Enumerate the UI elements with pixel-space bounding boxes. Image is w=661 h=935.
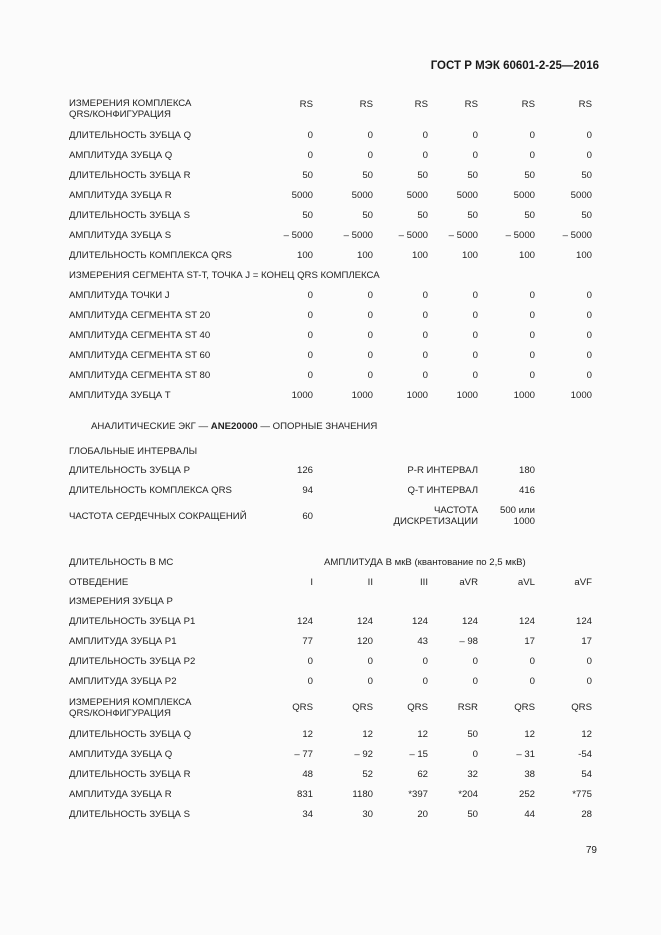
cell-value: 0 (307, 370, 313, 381)
cell-value: 124 (356, 616, 373, 627)
cell-value: III (420, 577, 428, 588)
table-row (0, 656, 661, 670)
table-row (0, 390, 661, 404)
cell-value: 100 (518, 250, 535, 261)
row-label: АМПЛИТУДА ЗУБЦА T (69, 390, 171, 401)
table-row (0, 636, 661, 650)
cell-value: 0 (472, 130, 478, 141)
interval-value: 1000 (513, 516, 535, 527)
cell-value: 50 (581, 210, 592, 221)
row-label: АМПЛИТУДА ЗУБЦА R (69, 190, 172, 201)
cell-value: 50 (467, 210, 478, 221)
cell-value: 1000 (351, 390, 373, 401)
cell-value: 0 (586, 130, 592, 141)
cell-value: 28 (581, 809, 592, 820)
row-label: ИЗМЕРЕНИЯ СЕГМЕНТА ST-T, ТОЧКА J = КОНЕЦ QRS КОМПЛЕКСА (69, 270, 380, 281)
cell-value: 100 (461, 250, 478, 261)
interval-label: Q-T ИНТЕРВАЛ (407, 485, 478, 496)
interval-value: 500 или (500, 505, 535, 516)
cell-value: 50 (467, 729, 478, 740)
row-label: ДЛИТЕЛЬНОСТЬ ЗУБЦА S (69, 809, 190, 820)
table-row (0, 370, 661, 384)
cell-value: – 5000 (343, 230, 373, 241)
cell-value: 50 (417, 210, 428, 221)
section-heading (91, 421, 377, 432)
cell-value: 50 (302, 170, 313, 181)
cell-value: 252 (518, 789, 535, 800)
row-label: ДЛИТЕЛЬНОСТЬ ЗУБЦА P2 (69, 656, 196, 667)
cell-value: II (367, 577, 373, 588)
cell-value: 50 (302, 210, 313, 221)
table-row (0, 350, 661, 364)
cell-value: 124 (575, 616, 592, 627)
cell-value: 0 (472, 676, 478, 687)
cell-value: 0 (307, 290, 313, 301)
cell-value: 94 (302, 485, 313, 496)
section-heading-code: ANE20000 (210, 421, 258, 432)
cell-value: 38 (524, 769, 535, 780)
cell-value: 0 (529, 370, 535, 381)
cell-value: 54 (581, 769, 592, 780)
table-row (0, 729, 661, 743)
row-label: ДЛИТЕЛЬНОСТЬ ЗУБЦА Q (69, 130, 192, 141)
cell-value: 77 (302, 636, 313, 647)
cell-value: 1180 (352, 789, 373, 800)
section-heading-suffix: — ОПОРНЫЕ ЗНАЧЕНИЯ (257, 421, 378, 432)
row-label: ДЛИТЕЛЬНОСТЬ ЗУБЦА P1 (69, 616, 196, 627)
cell-value: 0 (422, 370, 428, 381)
cell-value: 5000 (351, 190, 373, 201)
row-label: QRS/КОНФИГУРАЦИЯ (69, 109, 171, 120)
cell-value: 12 (524, 729, 535, 740)
cell-value: 5000 (513, 190, 535, 201)
table-row (0, 697, 661, 719)
cell-value: RS (414, 99, 428, 110)
cell-value: 0 (422, 290, 428, 301)
cell-value: – 77 (294, 749, 313, 760)
cell-value: 0 (529, 656, 535, 667)
cell-value: 20 (417, 809, 428, 820)
row-label: АМПЛИТУДА ТОЧКИ J (69, 290, 170, 301)
cell-value: 1000 (291, 390, 313, 401)
cell-value: 0 (422, 656, 428, 667)
amplitude-units-label: АМПЛИТУДА В мкВ (квантование по 2,5 мкВ) (324, 557, 526, 568)
table-row (0, 789, 661, 803)
cell-value: 124 (461, 616, 478, 627)
cell-value: 0 (307, 330, 313, 341)
cell-value: 0 (307, 130, 313, 141)
cell-value: 50 (362, 170, 373, 181)
table-row (0, 577, 661, 591)
cell-value: 1000 (456, 390, 478, 401)
cell-value: – 5000 (398, 230, 428, 241)
table-row (0, 150, 661, 164)
cell-value: 0 (367, 370, 373, 381)
cell-value: 0 (586, 656, 592, 667)
cell-value: QRS (514, 702, 535, 713)
row-label: ИЗМЕРЕНИЯ КОМПЛЕКСА (69, 98, 192, 109)
row-label: АМПЛИТУДА ЗУБЦА P2 (69, 676, 177, 687)
cell-value: 0 (422, 310, 428, 321)
row-label: ДЛИТЕЛЬНОСТЬ ЗУБЦА P (69, 465, 190, 476)
cell-value: 0 (367, 330, 373, 341)
cell-value: RSR (457, 702, 478, 713)
cell-value: 0 (367, 656, 373, 667)
cell-value: 50 (362, 210, 373, 221)
cell-value: 0 (422, 130, 428, 141)
cell-value: RS (359, 99, 373, 110)
table-row (0, 130, 661, 144)
cell-value: RS (464, 99, 478, 110)
cell-value: 50 (524, 170, 535, 181)
cell-value: 0 (472, 330, 478, 341)
cell-value: 5000 (456, 190, 478, 201)
cell-value: 0 (529, 310, 535, 321)
cell-value: 0 (422, 350, 428, 361)
cell-value: – 5000 (448, 230, 478, 241)
table-row (0, 330, 661, 344)
interval-value: 180 (518, 465, 535, 476)
table-row (0, 290, 661, 304)
cell-value: 60 (302, 511, 313, 522)
cell-value: 5000 (291, 190, 313, 201)
cell-value: 12 (362, 729, 373, 740)
cell-value: 48 (302, 769, 313, 780)
cell-value: 5000 (570, 190, 592, 201)
cell-value: I (310, 577, 313, 588)
row-label: АМПЛИТУДА СЕГМЕНТА ST 60 (69, 350, 211, 361)
table-row (0, 310, 661, 324)
table-row (0, 596, 661, 610)
cell-value: 126 (296, 465, 313, 476)
row-label: АМПЛИТУДА СЕГМЕНТА ST 80 (69, 370, 211, 381)
cell-value: 0 (307, 310, 313, 321)
table-row (0, 485, 661, 499)
cell-value: 0 (367, 350, 373, 361)
table-row (0, 98, 661, 120)
table-row (0, 505, 661, 527)
cell-value: QRS (352, 702, 373, 713)
cell-value: 0 (422, 330, 428, 341)
row-label: ДЛИТЕЛЬНОСТЬ ЗУБЦА R (69, 170, 191, 181)
table-row (0, 676, 661, 690)
document-id: ГОСТ Р МЭК 60601-2-25—2016 (430, 60, 599, 72)
row-label: АМПЛИТУДА ЗУБЦА Q (69, 150, 173, 161)
cell-value: – 92 (354, 749, 373, 760)
cell-value: 0 (529, 150, 535, 161)
cell-value: 0 (307, 150, 313, 161)
cell-value: 0 (307, 656, 313, 667)
table-row (0, 190, 661, 204)
cell-value: 0 (422, 676, 428, 687)
cell-value: 62 (417, 769, 428, 780)
cell-value: RS (299, 99, 313, 110)
cell-value: 0 (472, 150, 478, 161)
cell-value: 0 (367, 150, 373, 161)
interval-value: 416 (518, 485, 535, 496)
cell-value: 0 (472, 370, 478, 381)
cell-value: – 15 (409, 749, 428, 760)
cell-value: 0 (586, 330, 592, 341)
cell-value: 124 (296, 616, 313, 627)
cell-value: 0 (586, 676, 592, 687)
table-row (0, 616, 661, 630)
cell-value: 0 (307, 676, 313, 687)
cell-value: – 98 (459, 636, 478, 647)
row-label: QRS/КОНФИГУРАЦИЯ (69, 708, 171, 719)
row-label: ДЛИТЕЛЬНОСТЬ ЗУБЦА S (69, 210, 190, 221)
cell-value: 34 (302, 809, 313, 820)
row-label: АМПЛИТУДА СЕГМЕНТА ST 20 (69, 310, 211, 321)
cell-value: 124 (411, 616, 428, 627)
cell-value: 120 (356, 636, 373, 647)
cell-value: 0 (472, 310, 478, 321)
cell-value: QRS (292, 702, 313, 713)
table-row (0, 230, 661, 244)
cell-value: RS (578, 99, 592, 110)
cell-value: 12 (417, 729, 428, 740)
row-label: ДЛИТЕЛЬНОСТЬ КОМПЛЕКСА QRS (69, 485, 232, 496)
cell-value: 43 (417, 636, 428, 647)
row-label: АМПЛИТУДА СЕГМЕНТА ST 40 (69, 330, 211, 341)
cell-value: 5000 (406, 190, 428, 201)
table-row (0, 250, 661, 264)
cell-value: 0 (472, 350, 478, 361)
cell-value: 0 (586, 350, 592, 361)
cell-value: aVR (459, 577, 478, 588)
row-label: ЧАСТОТА СЕРДЕЧНЫХ СОКРАЩЕНИЙ (69, 511, 247, 522)
cell-value: 17 (581, 636, 592, 647)
cell-value: 17 (524, 636, 535, 647)
table-row (0, 749, 661, 763)
cell-value: 1000 (570, 390, 592, 401)
cell-value: 50 (467, 809, 478, 820)
row-label: АМПЛИТУДА ЗУБЦА S (69, 230, 172, 241)
cell-value: 1000 (513, 390, 535, 401)
table-row (0, 270, 661, 284)
row-label: ИЗМЕРЕНИЯ ЗУБЦА P (69, 596, 173, 607)
row-label: ОТВЕДЕНИЕ (69, 577, 129, 588)
cell-value: 0 (367, 310, 373, 321)
cell-value: 0 (586, 310, 592, 321)
table-row (0, 170, 661, 184)
cell-value: 0 (586, 150, 592, 161)
cell-value: – 5000 (283, 230, 313, 241)
cell-value: 0 (422, 150, 428, 161)
row-label: ДЛИТЕЛЬНОСТЬ ЗУБЦА R (69, 769, 191, 780)
row-label: АМПЛИТУДА ЗУБЦА R (69, 789, 172, 800)
cell-value: QRS (407, 702, 428, 713)
cell-value: – 31 (516, 749, 535, 760)
interval-label: P-R ИНТЕРВАЛ (407, 465, 478, 476)
cell-value: 50 (581, 170, 592, 181)
cell-value: 0 (472, 290, 478, 301)
cell-value: 0 (586, 290, 592, 301)
cell-value: 12 (302, 729, 313, 740)
cell-value: 100 (411, 250, 428, 261)
cell-value: 0 (472, 656, 478, 667)
row-label: ДЛИТЕЛЬНОСТЬ КОМПЛЕКСА QRS (69, 250, 232, 261)
cell-value: 0 (529, 676, 535, 687)
cell-value: 0 (529, 290, 535, 301)
table-row (0, 769, 661, 783)
cell-value: 0 (586, 370, 592, 381)
cell-value: 0 (367, 290, 373, 301)
cell-value: 50 (467, 170, 478, 181)
cell-value: 50 (417, 170, 428, 181)
cell-value: 0 (472, 749, 478, 760)
cell-value: 1000 (406, 390, 428, 401)
table-row (0, 210, 661, 224)
cell-value: aVL (517, 577, 535, 588)
section-heading-prefix: АНАЛИТИЧЕСКИЕ ЭКГ — (91, 421, 211, 432)
cell-value: 0 (529, 350, 535, 361)
cell-value: – 5000 (505, 230, 535, 241)
cell-value: 0 (307, 350, 313, 361)
global-intervals-title: ГЛОБАЛЬНЫЕ ИНТЕРВАЛЫ (69, 446, 198, 457)
cell-value: *775 (572, 789, 592, 800)
cell-value: 0 (367, 130, 373, 141)
cell-value: 0 (367, 676, 373, 687)
cell-value: 30 (362, 809, 373, 820)
table-row (0, 465, 661, 479)
row-label: ДЛИТЕЛЬНОСТЬ ЗУБЦА Q (69, 729, 192, 740)
cell-value: *204 (458, 789, 478, 800)
cell-value: 0 (529, 330, 535, 341)
cell-value: 32 (467, 769, 478, 780)
cell-value: 12 (581, 729, 592, 740)
cell-value: 124 (518, 616, 535, 627)
cell-value: 100 (356, 250, 373, 261)
row-label: АМПЛИТУДА ЗУБЦА P1 (69, 636, 177, 647)
table-row (0, 809, 661, 823)
cell-value: aVF (574, 577, 592, 588)
cell-value: 0 (529, 130, 535, 141)
cell-value: 50 (524, 210, 535, 221)
cell-value: 44 (524, 809, 535, 820)
cell-value: *397 (408, 789, 428, 800)
interval-label: ЧАСТОТА (433, 505, 478, 516)
cell-value: 100 (575, 250, 592, 261)
cell-value: RS (521, 99, 535, 110)
duration-units-label: ДЛИТЕЛЬНОСТЬ В МС (69, 557, 174, 568)
cell-value: 831 (296, 789, 313, 800)
page-number: 79 (585, 845, 597, 856)
cell-value: -54 (578, 749, 592, 760)
row-label: АМПЛИТУДА ЗУБЦА Q (69, 749, 173, 760)
cell-value: 52 (362, 769, 373, 780)
cell-value: QRS (571, 702, 592, 713)
cell-value: – 5000 (562, 230, 592, 241)
interval-label: ДИСКРЕТИЗАЦИИ (393, 516, 478, 527)
row-label: ИЗМЕРЕНИЯ КОМПЛЕКСА (69, 697, 192, 708)
cell-value: 100 (296, 250, 313, 261)
